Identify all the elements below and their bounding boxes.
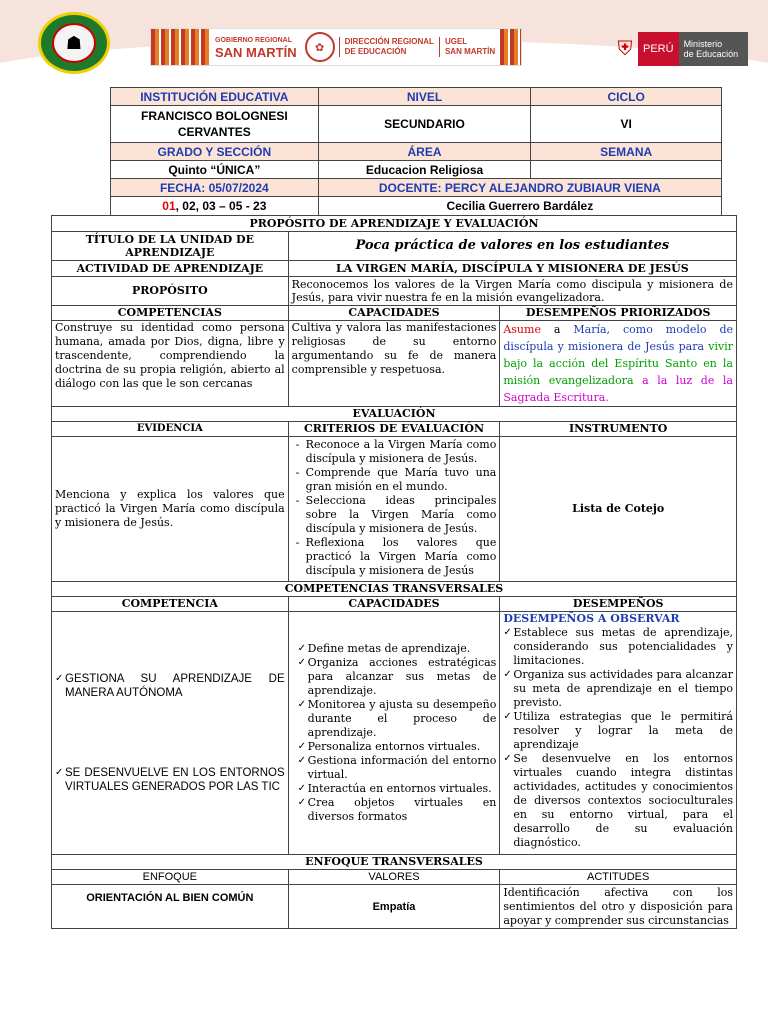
area-value: Educacion Religiosa xyxy=(318,161,531,179)
enfoque-value: ORIENTACIÓN AL BIEN COMÚN xyxy=(52,885,289,929)
capacidad-transv-item: ✓ Crea objetos virtuales en diversos formatos xyxy=(298,796,497,824)
criterio-item: - Comprende que María tuvo una gran misión en el mundo. xyxy=(292,466,497,494)
ministerio-line-2: de Educación xyxy=(683,49,739,59)
sesiones xyxy=(111,197,319,216)
direccion-block xyxy=(339,37,439,57)
desempeno-transv-item: ✓ Se desenvuelve en los entornos virtuales cuando integra distintas actividades, actitudes y conocimientos de diversos contextos socioculturales en su entorno virtual, para el desarrollo de su evaluación diagnóstico. xyxy=(503,752,733,850)
proposito-value: Reconocemos los valores de la Virgen María como discipula y misionera de Jesús, para vivir nuestra fe en la misión evangelizadora. xyxy=(288,277,736,306)
ciclo-value: VI xyxy=(531,106,722,143)
h-instrumento: INSTRUMENTO xyxy=(500,422,737,437)
h-competencias: COMPETENCIAS xyxy=(52,306,289,321)
desempeno-part-3: María, como modelo de discípula y misionera de Jesús para xyxy=(503,323,733,353)
desempeno-part-1: Asume xyxy=(503,323,541,336)
h-competencia: COMPETENCIA xyxy=(52,597,289,612)
h-nivel: NIVEL xyxy=(318,88,531,106)
desempenos-observar-title: DESEMPEÑOS A OBSERVAR xyxy=(503,612,680,625)
valor-value: Empatía xyxy=(288,885,500,929)
desempenos-transv-list xyxy=(503,626,733,850)
desempeno-priorizado xyxy=(500,321,737,407)
enfoque-section-title: ENFOQUE TRANSVERSALES xyxy=(52,855,737,870)
capacidad-transv-item: ✓ Organiza acciones estratégicas para alcanzar sus metas de aprendizaje. xyxy=(298,656,497,698)
peru-shield-icon: ⛨ xyxy=(617,37,633,60)
desempeno-transv-item: ✓ Organiza sus actividades para alcanzar su meta de aprendizaje en el tiempo previsto. xyxy=(503,668,733,710)
h-valores: VALORES xyxy=(288,870,500,885)
criterio-item: - Reflexiona los valores que practicó la Virgen María como discípula y misionera de Jesús xyxy=(292,536,497,578)
desempeno-part-5: a la luz de la Sagrada Escritura. xyxy=(503,374,733,404)
h-institucion: INSTITUCIÓN EDUCATIVA xyxy=(111,88,319,106)
capacidad-transv-item: ✓ Personaliza entornos virtuales. xyxy=(298,740,497,754)
titulo-value: Poca práctica de valores en los estudiantes xyxy=(288,232,736,261)
competencia-transv-item: ✓ GESTIONA SU APRENDIZAJE DE MANERA AUTÓNOMA xyxy=(55,672,285,700)
desempeno-part-4: vivir bajo la acción del Espíritu Santo en la misión evangelizadora xyxy=(503,340,733,387)
capacidad-transv-item: ✓ Interactúa en entornos virtuales. xyxy=(298,782,497,796)
desempeno-part-2: a xyxy=(540,323,574,336)
h-capacidades: CAPACIDADES xyxy=(288,306,500,321)
grado-value: Quinto “ÚNICA” xyxy=(111,161,319,179)
regional-seal-icon: ✿ xyxy=(305,32,335,62)
h-enfoque: ENFOQUE xyxy=(52,870,289,885)
desempenos-transv-cell xyxy=(500,612,737,855)
sesiones-rest: , 02, 03 – 05 - 23 xyxy=(175,199,267,213)
criterio-item: - Reconoce a la Virgen María como discípula y misionera de Jesús. xyxy=(292,438,497,466)
proposito-section-title: PROPÓSITO DE APRENDIZAJE Y EVALUACIÓN xyxy=(52,216,737,232)
h-ciclo: CICLO xyxy=(531,88,722,106)
docente: DOCENTE: PERCY ALEJANDRO ZUBIAUR VIENA xyxy=(318,179,721,197)
competencia-value: Construye su identidad como persona humana, amada por Dios, digna, libre y trascendente, comprendiendo la doctrina de su propia religión, abierto al diálogo con las que le son cercanas xyxy=(52,321,289,407)
criterios-list xyxy=(292,438,497,578)
san-martin-text: SAN MARTÍN xyxy=(215,45,297,60)
h-evidencia: EVIDENCIA xyxy=(52,422,289,437)
competencias-transv-cell xyxy=(52,612,289,855)
evidencia-value: Menciona y explica los valores que practicó la Virgen María como discípula y misionera de Jesús. xyxy=(52,437,289,582)
capacidades-transv-list xyxy=(292,642,497,824)
capacidad-value: Cultiva y valora las manifestaciones religiosas de su entorno argumentando su fe de manera comprensible y respetuosa. xyxy=(288,321,500,407)
capacidad-transv-item: ✓ Monitorea y ajusta su desempeño durante el proceso de aprendizaje. xyxy=(298,698,497,740)
institucion-value: FRANCISCO BOLOGNESI CERVANTES xyxy=(111,106,319,143)
h-grado: GRADO Y SECCIÓN xyxy=(111,143,319,161)
h-desempenos-priorizados: DESEMPEÑOS PRIORIZADOS xyxy=(500,306,737,321)
h-semana: SEMANA xyxy=(531,143,722,161)
school-crest-icon: ☗ xyxy=(52,23,96,63)
ministerio-line-1: Ministerio xyxy=(683,39,723,49)
banner-pattern-right xyxy=(500,29,521,65)
main-table xyxy=(51,215,737,929)
docente-2: Cecilia Guerrero Bardález xyxy=(318,197,721,216)
titulo-label: TÍTULO DE LA UNIDAD DE APRENDIZAJE xyxy=(52,232,289,261)
h-criterios: CRITERIOS DE EVALUACIÓN xyxy=(288,422,500,437)
semana-value xyxy=(531,161,722,179)
desempeno-transv-item: ✓ Establece sus metas de aprendizaje, considerando sus potencialidades y limitaciones. xyxy=(503,626,733,668)
capacidad-transv-item: ✓ Gestiona información del entorno virtual. xyxy=(298,754,497,782)
minedu-logo xyxy=(612,32,748,66)
criterios-cell xyxy=(288,437,500,582)
h-actitudes: ACTITUDES xyxy=(500,870,737,885)
regional-banner xyxy=(150,28,522,66)
school-logo xyxy=(38,12,110,74)
h-area: ÁREA xyxy=(318,143,531,161)
actividad-label: ACTIVIDAD DE APRENDIZAJE xyxy=(52,261,289,277)
h-capacidades-transv: CAPACIDADES xyxy=(288,597,500,612)
competencia-transv-item: ✓ SE DESENVUELVE EN LOS ENTORNOS VIRTUALES GENERADOS POR LAS TIC xyxy=(55,766,285,794)
h-desempenos-transv: DESEMPEÑOS xyxy=(500,597,737,612)
actividad-value: LA VIRGEN MARÍA, DISCÍPULA Y MISIONERA DE JESÚS xyxy=(288,261,736,277)
actitud-value: Identificación afectiva con los sentimientos del otro y disposición para apoyar y comprender sus circunstancias xyxy=(500,885,737,929)
ministerio-label xyxy=(679,32,748,66)
peru-label: PERÚ xyxy=(638,32,679,66)
proposito-label: PROPÓSITO xyxy=(52,277,289,306)
gobierno-regional-block xyxy=(211,35,301,59)
ugel-block xyxy=(439,37,500,57)
fecha: FECHA: 05/07/2024 xyxy=(111,179,319,197)
capacidades-transv-cell xyxy=(288,612,500,855)
sesion-first: 01 xyxy=(162,199,176,213)
ugel-text-2: SAN MARTÍN xyxy=(444,47,496,56)
gobierno-regional-text: GOBIERNO REGIONAL xyxy=(215,37,293,44)
info-table xyxy=(110,87,722,216)
desempeno-transv-item: ✓ Utiliza estrategias que le permitirá resolver y lograr la meta de aprendizaje xyxy=(503,710,733,752)
nivel-value: SECUNDARIO xyxy=(318,106,531,143)
banner-pattern-left xyxy=(151,29,211,65)
direccion-text-1: DIRECCIÓN REGIONAL xyxy=(344,37,434,46)
competencias-transv-list xyxy=(55,672,285,794)
ugel-text-1: UGEL xyxy=(444,37,468,46)
direccion-text-2: DE EDUCACIÓN xyxy=(344,47,407,56)
transversales-section-title: COMPETENCIAS TRANSVERSALES xyxy=(52,582,737,597)
evaluacion-section-title: EVALUACIÓN xyxy=(52,407,737,422)
capacidad-transv-item: ✓ Define metas de aprendizaje. xyxy=(298,642,497,656)
instrumento-value: Lista de Cotejo xyxy=(500,437,737,582)
criterio-item: - Selecciona ideas principales sobre la Virgen María como discípula y misionera de Jesús. xyxy=(292,494,497,536)
